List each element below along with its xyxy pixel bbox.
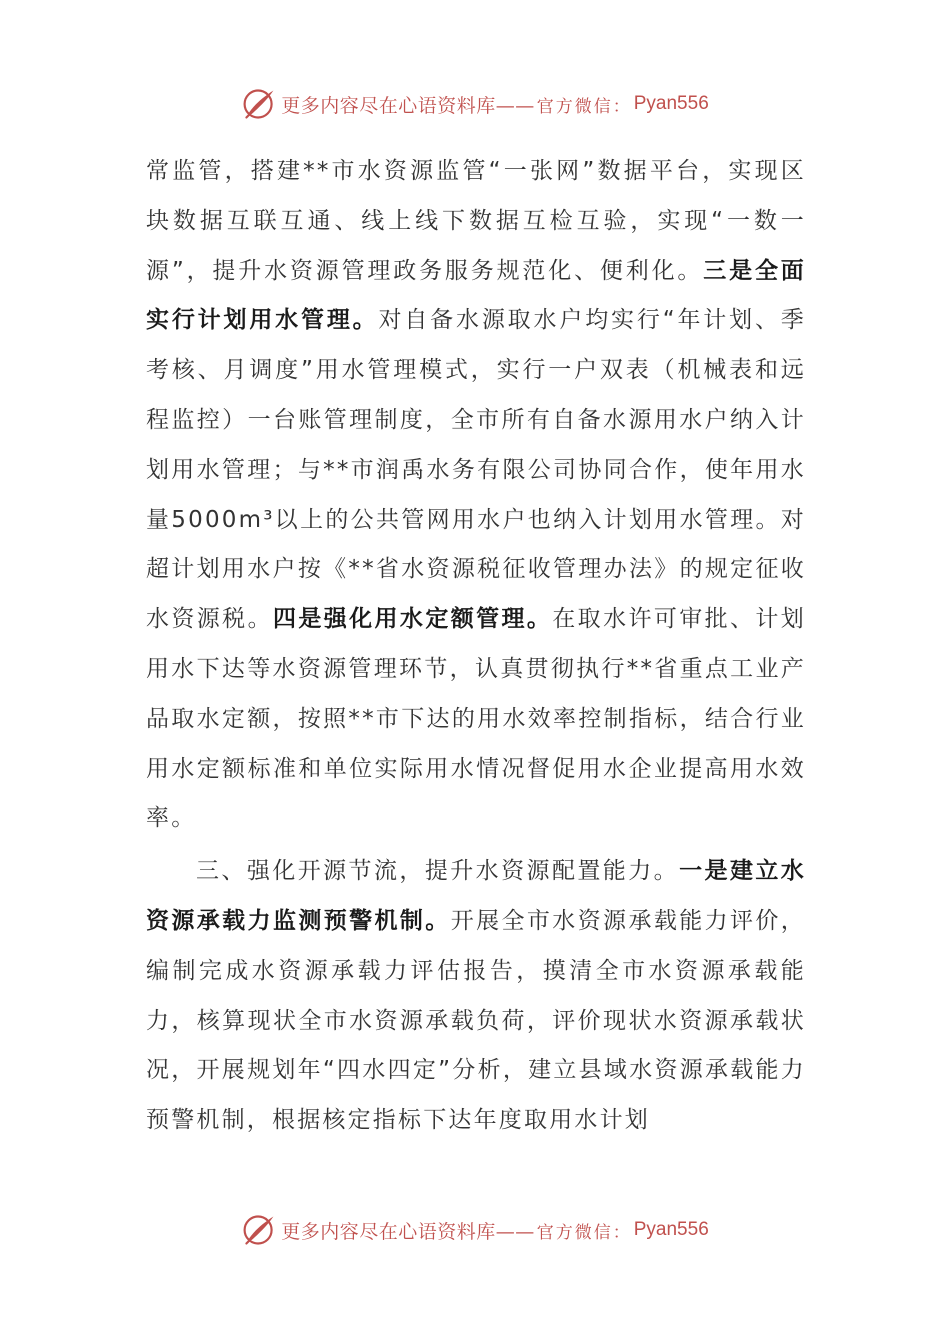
p2-text-1: 三、强化开源节流，提升水资源配置能力。 (196, 858, 680, 885)
footer-wechat-handle: Pyan556 (633, 1219, 709, 1240)
quill-pen-icon (241, 1212, 277, 1248)
p1-bold-1: 三是全面实行计划用水管理。 (146, 257, 806, 334)
p1-bold-2: 四是强化用水定额管理。 (272, 606, 553, 633)
quill-pen-icon (241, 86, 277, 122)
document-body (146, 147, 806, 1146)
p2-text-2: 开展全市水资源承载能力评价，编制完成水资源承载力评估报告，摸清全市水资源承载能力，核算现状全市水资源承载负荷，评价现状水资源承载状况，开展规划年“四水四定”分析，建立县域水资源承载能力预警机制，根据核定指标下达年度取用水计划 (146, 907, 806, 1134)
footer-slogan: 更多内容尽在心语资料库—— (281, 1220, 535, 1243)
p1-text-1: 常监管，搭建**市水资源监管“一张网”数据平台，实现区块数据互联互通、线上线下数据互检互验，实现“一数一源”，提升水资源管理政务服务规范化、便利化。 (146, 158, 806, 284)
header-slogan: 更多内容尽在心语资料库—— (281, 94, 535, 117)
p1-text-2: 对自备水源取水户均实行“年计划、季考核、月调度”用水管理模式，实行一户双表（机械表和远程监控）一台账管理制度，全市所有自备水源用水户纳入计划用水管理；与**市润禹水务有限公司协同合作，使年用水量5000m³以上的公共管网用水户也纳入计划用水管理。对超计划用水户按《**省水资源税征收管理办法》的规定征收水资源税。 (146, 307, 806, 633)
p1-text-3: 在取水许可审批、计划用水下达等水资源管理环节，认真贯彻执行**省重点工业产品取水定额，按照**市下达的用水效率控制指标，结合行业用水定额标准和单位实际用水情况督促用水企业提高用水效率。 (146, 606, 807, 832)
footer-banner (0, 1210, 950, 1250)
header-wechat-label: 官方微信： (536, 96, 632, 117)
header-banner (0, 84, 950, 124)
footer-wechat-label: 官方微信： (536, 1222, 632, 1243)
paragraph-2 (146, 847, 806, 1146)
paragraph-1 (146, 147, 806, 844)
header-wechat-handle: Pyan556 (633, 93, 709, 114)
p2-bold-1: 一是建立水资源承载力监测预警机制。 (146, 858, 806, 934)
